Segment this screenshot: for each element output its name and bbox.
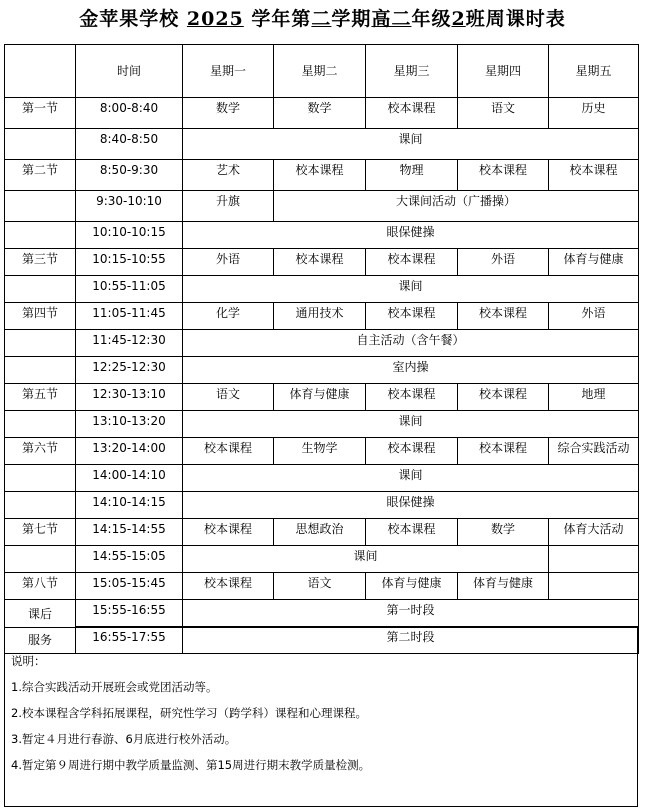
header-day: 星期五 (549, 45, 639, 98)
course-cell: 校本课程 (366, 249, 458, 276)
course-cell: 体育与健康 (274, 384, 366, 411)
note-item: 1.综合实践活动开展班会或党团活动等。 (11, 680, 218, 694)
after-school-label-line: 服务 (27, 632, 52, 647)
period-label: 第六节 (5, 438, 76, 465)
time-cell: 11:05-11:45 (76, 303, 183, 330)
course-cell: 语文 (274, 573, 366, 600)
after-school-label-line: 课后 (27, 606, 52, 621)
course-cell: 外语 (183, 249, 274, 276)
table-row (5, 303, 639, 330)
course-cell: 历史 (549, 98, 639, 129)
course-cell: 校本课程 (458, 438, 549, 465)
table-row (5, 330, 639, 357)
header-time: 时间 (76, 45, 183, 98)
period-label (5, 546, 76, 573)
time-cell: 15:05-15:45 (76, 573, 183, 600)
course-cell: 生物学 (274, 438, 366, 465)
time-cell: 13:20-14:00 (76, 438, 183, 465)
table-row (5, 546, 639, 573)
course-cell: 艺术 (183, 160, 274, 191)
period-label (5, 492, 76, 519)
table-row (5, 600, 639, 627)
period-label (5, 411, 76, 438)
course-cell: 校本课程 (274, 249, 366, 276)
time-cell: 12:30-13:10 (76, 384, 183, 411)
table-row (5, 492, 639, 519)
course-cell: 体育与健康 (366, 573, 458, 600)
empty-cell (549, 546, 639, 573)
course-cell: 校本课程 (458, 303, 549, 330)
period-label (5, 222, 76, 249)
course-cell: 通用技术 (274, 303, 366, 330)
activity-cell: 课间 (183, 546, 549, 573)
course-cell: 校本课程 (366, 384, 458, 411)
time-cell: 8:40-8:50 (76, 129, 183, 160)
table-row (5, 357, 639, 384)
table-row (5, 384, 639, 411)
time-cell: 11:45-12:30 (76, 330, 183, 357)
time-cell: 10:15-10:55 (76, 249, 183, 276)
time-cell: 16:55-17:55 (76, 627, 183, 654)
activity-cell: 眼保健操 (183, 222, 639, 249)
course-cell: 体育大活动 (549, 519, 639, 546)
activity-cell: 第一时段 (183, 600, 639, 627)
period-label: 第二节 (5, 160, 76, 191)
table-row (5, 98, 639, 129)
time-cell: 14:10-14:15 (76, 492, 183, 519)
activity-cell: 室内操 (183, 357, 639, 384)
course-cell: 校本课程 (183, 438, 274, 465)
period-label (5, 276, 76, 303)
time-cell: 10:55-11:05 (76, 276, 183, 303)
table-row (5, 519, 639, 546)
timetable (4, 44, 639, 654)
activity-cell: 眼保健操 (183, 492, 639, 519)
time-cell: 14:55-15:05 (76, 546, 183, 573)
note-item: 2.校本课程含学科拓展课程，研究性学习（跨学科）课程和心理课程。 (11, 706, 367, 720)
course-cell: 数学 (458, 519, 549, 546)
time-cell: 13:10-13:20 (76, 411, 183, 438)
course-cell: 校本课程 (549, 160, 639, 191)
course-cell: 校本课程 (458, 160, 549, 191)
table-row (5, 411, 639, 438)
course-cell: 校本课程 (366, 438, 458, 465)
table-row (5, 160, 639, 191)
course-cell: 校本课程 (366, 98, 458, 129)
course-cell: 校本课程 (458, 384, 549, 411)
notes-box (4, 627, 638, 807)
course-cell: 语文 (458, 98, 549, 129)
time-cell: 12:25-12:30 (76, 357, 183, 384)
course-cell: 综合实践活动 (549, 438, 639, 465)
header-day: 星期一 (183, 45, 274, 98)
course-cell: 校本课程 (366, 519, 458, 546)
time-cell: 15:55-16:55 (76, 600, 183, 627)
period-label (5, 129, 76, 160)
course-cell: 化学 (183, 303, 274, 330)
header-day: 星期四 (458, 45, 549, 98)
period-label (5, 191, 76, 222)
activity-cell: 课间 (183, 411, 639, 438)
course-cell: 外语 (549, 303, 639, 330)
header-row (5, 45, 639, 98)
period-label: 第八节 (5, 573, 76, 600)
table-row (5, 129, 639, 160)
period-label (5, 330, 76, 357)
course-cell: 思想政治 (274, 519, 366, 546)
period-label: 第一节 (5, 98, 76, 129)
notes-heading: 说明： (11, 654, 46, 668)
header-day: 星期三 (366, 45, 458, 98)
course-cell: 校本课程 (183, 519, 274, 546)
time-cell: 8:00-8:40 (76, 98, 183, 129)
table-row (5, 438, 639, 465)
period-label (5, 357, 76, 384)
course-cell: 体育与健康 (549, 249, 639, 276)
empty-cell (549, 573, 639, 600)
period-label: 第三节 (5, 249, 76, 276)
note-item: 3.暂定４月进行春游、6月底进行校外活动。 (11, 732, 237, 746)
period-label (5, 465, 76, 492)
time-cell: 8:50-9:30 (76, 160, 183, 191)
course-cell: 校本课程 (366, 303, 458, 330)
course-cell: 物理 (366, 160, 458, 191)
table-row (5, 276, 639, 303)
table-row (5, 222, 639, 249)
course-cell: 体育与健康 (458, 573, 549, 600)
activity-cell: 大课间活动（广播操） (274, 191, 639, 222)
note-item: 4.暂定第９周进行期中教学质量监测、第15周进行期末教学质量检测。 (11, 758, 371, 772)
activity-cell: 课间 (183, 276, 639, 303)
course-cell: 外语 (458, 249, 549, 276)
table-row (5, 191, 639, 222)
time-cell: 14:15-14:55 (76, 519, 183, 546)
header-blank-cell (5, 45, 76, 98)
course-cell: 校本课程 (274, 160, 366, 191)
table-row (5, 465, 639, 492)
time-cell: 10:10-10:15 (76, 222, 183, 249)
activity-cell: 第二时段 (183, 627, 639, 654)
course-cell: 数学 (183, 98, 274, 129)
time-cell: 9:30-10:10 (76, 191, 183, 222)
time-cell: 14:00-14:10 (76, 465, 183, 492)
activity-cell: 课间 (183, 465, 639, 492)
page-title: 金苹果学校 2025 学年第二学期高二年级2班周课时表 (79, 8, 566, 30)
activity-cell: 课间 (183, 129, 639, 160)
table-row (5, 573, 639, 600)
course-cell: 地理 (549, 384, 639, 411)
course-cell: 升旗 (183, 191, 274, 222)
activity-cell: 自主活动（含午餐） (183, 330, 639, 357)
course-cell: 校本课程 (183, 573, 274, 600)
course-cell: 数学 (274, 98, 366, 129)
period-label: 第四节 (5, 303, 76, 330)
period-label: 第七节 (5, 519, 76, 546)
header-day: 星期二 (274, 45, 366, 98)
course-cell: 语文 (183, 384, 274, 411)
table-row (5, 249, 639, 276)
period-label: 第五节 (5, 384, 76, 411)
